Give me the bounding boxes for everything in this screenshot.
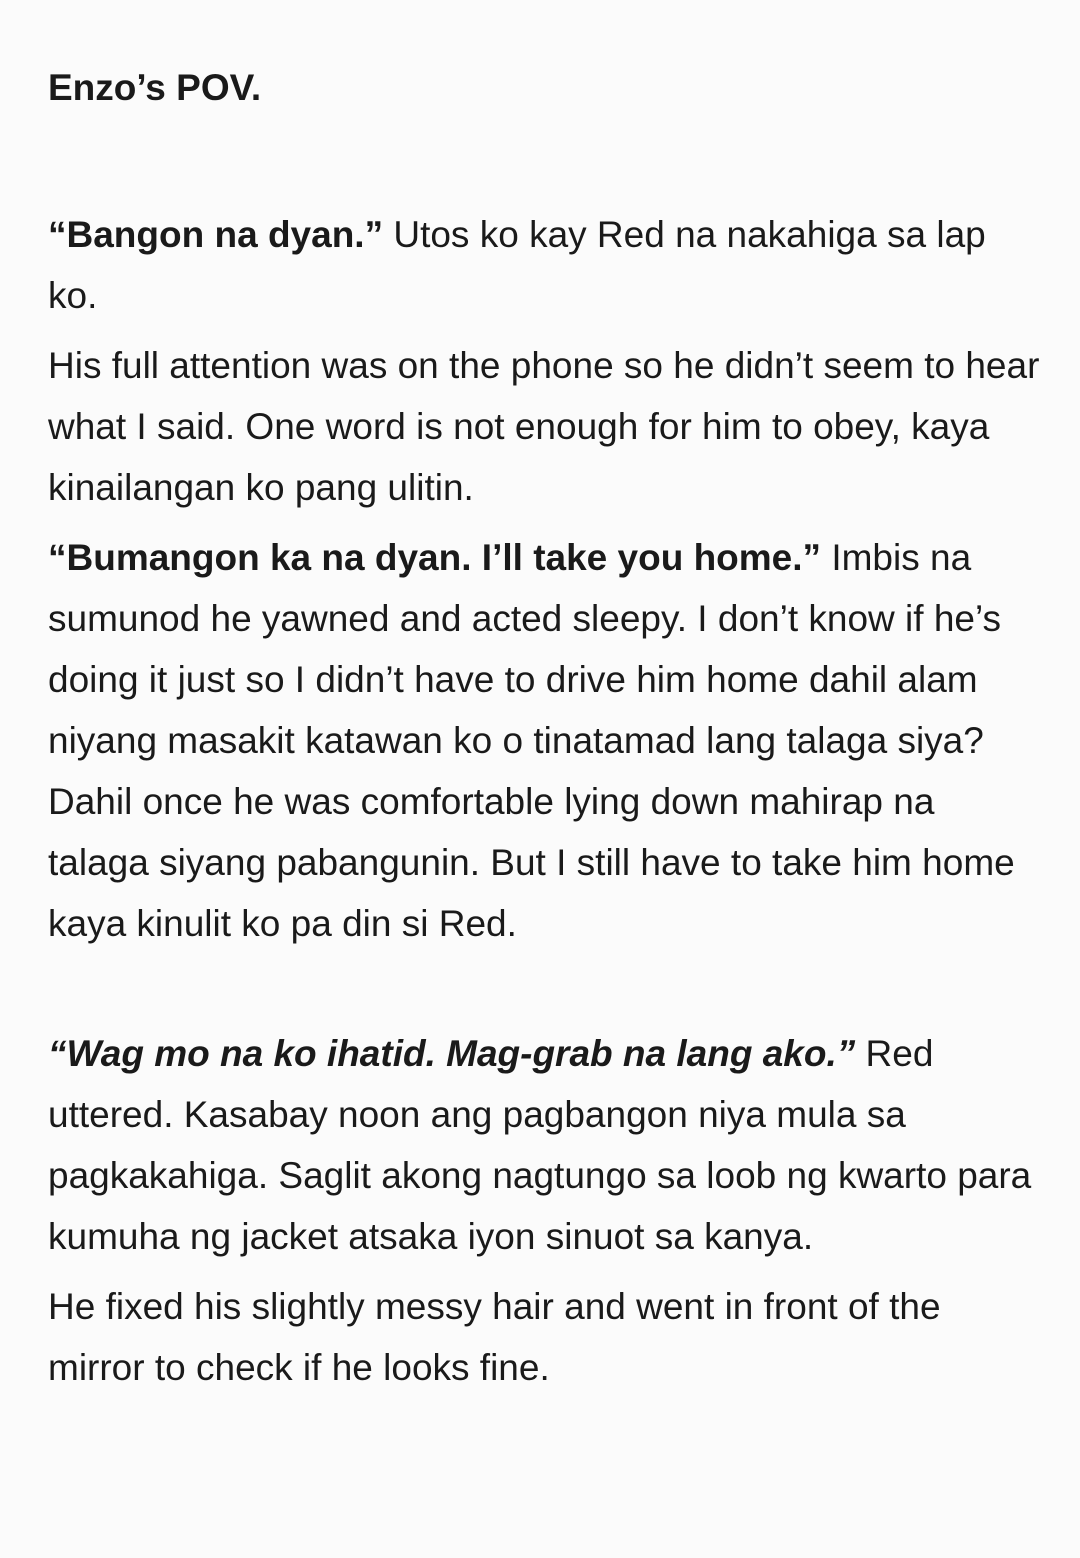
paragraph-text: Red uttered. Kasabay noon ang pagbangon niya mula sa pagkakahiga. Saglit akong nagtungo sa loob ng kwarto para kumuha ng jacket atsaka iyon sinuot sa kanya. — [48, 1033, 1032, 1257]
paragraph-4 — [48, 1023, 1040, 1267]
paragraph-text: Imbis na sumunod he yawned and acted sleepy. I don’t know if he’s doing it just so I didn’t have to drive him home dahil alam niyang masakit katawan ko o tinatamad lang talaga siya? Dahil once he was comfortable lying down mahirap na talaga siyang pabangunin. But I still have to take him home kaya kinulit ko pa din si Red. — [48, 537, 1015, 944]
paragraph-text: He fixed his slightly messy hair and went in front of the mirror to check if he looks fine. — [48, 1286, 941, 1388]
paragraph-text: Utos ko kay Red na nakahiga sa lap ko. — [48, 214, 986, 316]
dialogue-quote: “Bumangon ka na dyan. I’ll take you home.” — [48, 537, 822, 578]
chapter-heading: Enzo’s POV. — [48, 67, 262, 108]
paragraph-1 — [48, 204, 1040, 326]
paragraph-2 — [48, 335, 1040, 518]
dialogue-quote: “Wag mo na ko ihatid. Mag-grab na lang ako.” — [48, 1033, 856, 1074]
paragraph-3 — [48, 527, 1040, 954]
dialogue-quote: “Bangon na dyan.” — [48, 214, 384, 255]
paragraph-5 — [48, 1276, 1040, 1398]
paragraph-text: His full attention was on the phone so he didn’t seem to hear what I said. One word is not enough for him to obey, kaya kinailangan ko pang ulitin. — [48, 345, 1040, 508]
